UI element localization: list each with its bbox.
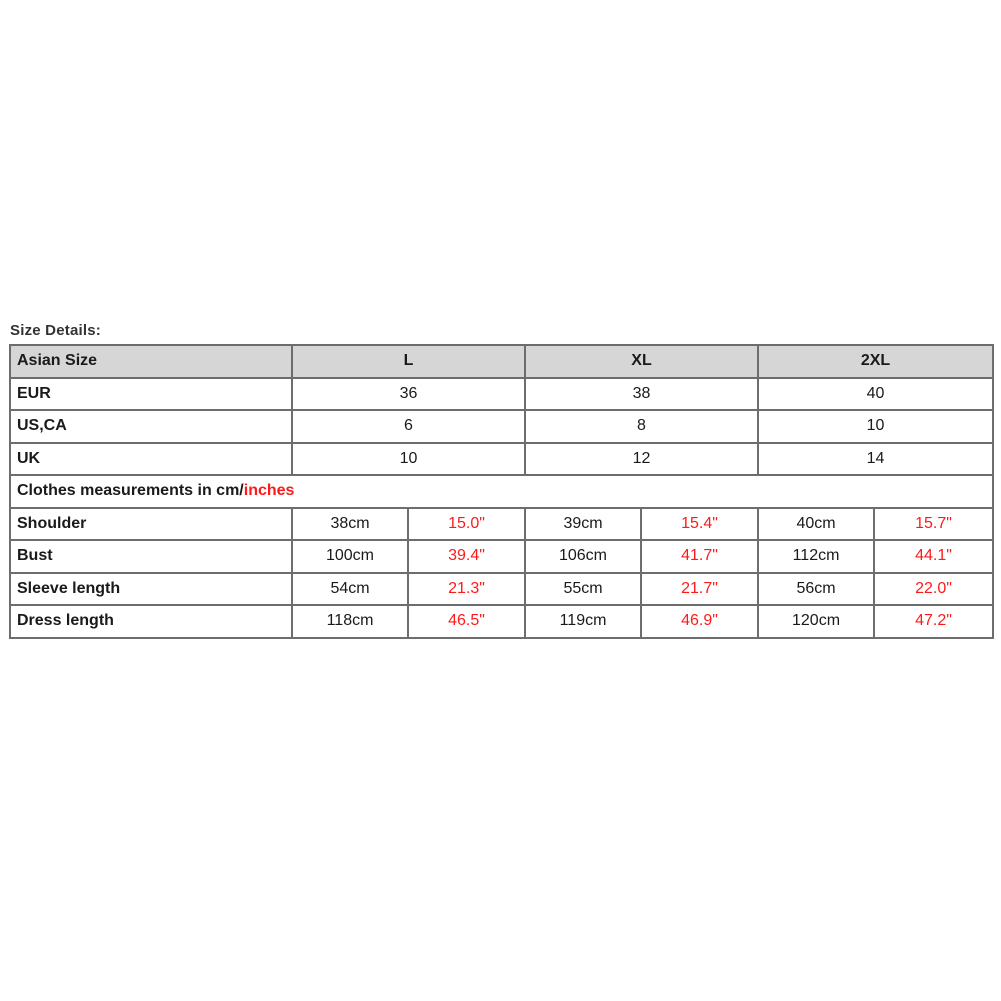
cm-value-cell: 112cm (758, 540, 874, 573)
inch-value-cell: 44.1" (874, 540, 993, 573)
cm-value-cell: 100cm (292, 540, 408, 573)
row-label-cell: US,CA (10, 410, 292, 443)
cm-value-cell: 56cm (758, 573, 874, 606)
size-header-cell: L (292, 345, 525, 378)
row-label-cell: EUR (10, 378, 292, 411)
cm-value-cell: 119cm (525, 605, 641, 638)
size-header-cell: XL (525, 345, 758, 378)
cm-value-cell: 39cm (525, 508, 641, 541)
conversion-row (10, 443, 993, 476)
measurements-title-cell (10, 475, 993, 508)
row-label-cell: Bust (10, 540, 292, 573)
header-row (10, 345, 993, 378)
inch-value-cell: 15.4" (641, 508, 758, 541)
row-label-cell: UK (10, 443, 292, 476)
cm-value-cell: 38cm (292, 508, 408, 541)
size-value-cell: 8 (525, 410, 758, 443)
cm-value-cell: 40cm (758, 508, 874, 541)
size-value-cell: 38 (525, 378, 758, 411)
size-value-cell: 14 (758, 443, 993, 476)
cm-value-cell: 106cm (525, 540, 641, 573)
inch-value-cell: 46.5" (408, 605, 525, 638)
cm-value-cell: 55cm (525, 573, 641, 606)
cm-value-cell: 120cm (758, 605, 874, 638)
cm-value-cell: 54cm (292, 573, 408, 606)
size-details-caption: Size Details: (10, 322, 101, 339)
inch-value-cell: 39.4" (408, 540, 525, 573)
row-label-cell: Sleeve length (10, 573, 292, 606)
inch-value-cell: 15.0" (408, 508, 525, 541)
inch-value-cell: 46.9" (641, 605, 758, 638)
inch-value-cell: 41.7" (641, 540, 758, 573)
inch-value-cell: 21.3" (408, 573, 525, 606)
measurements-section-row (10, 475, 993, 508)
conversion-row (10, 378, 993, 411)
inch-value-cell: 22.0" (874, 573, 993, 606)
header-label-cell: Asian Size (10, 345, 292, 378)
inch-value-cell: 21.7" (641, 573, 758, 606)
measurements-title-text: Clothes measurements in cm/ (17, 482, 244, 500)
inch-value-cell: 15.7" (874, 508, 993, 541)
measurement-row (10, 508, 993, 541)
measurement-row (10, 540, 993, 573)
measurements-title-accent: inches (243, 482, 295, 500)
size-value-cell: 12 (525, 443, 758, 476)
size-value-cell: 40 (758, 378, 993, 411)
row-label-cell: Dress length (10, 605, 292, 638)
row-label-cell: Shoulder (10, 508, 292, 541)
conversion-row (10, 410, 993, 443)
size-value-cell: 10 (292, 443, 525, 476)
inch-value-cell: 47.2" (874, 605, 993, 638)
size-value-cell: 36 (292, 378, 525, 411)
size-value-cell: 6 (292, 410, 525, 443)
measurement-row (10, 573, 993, 606)
measurement-row (10, 605, 993, 638)
size-chart-table (9, 344, 994, 639)
size-value-cell: 10 (758, 410, 993, 443)
size-header-cell: 2XL (758, 345, 993, 378)
cm-value-cell: 118cm (292, 605, 408, 638)
